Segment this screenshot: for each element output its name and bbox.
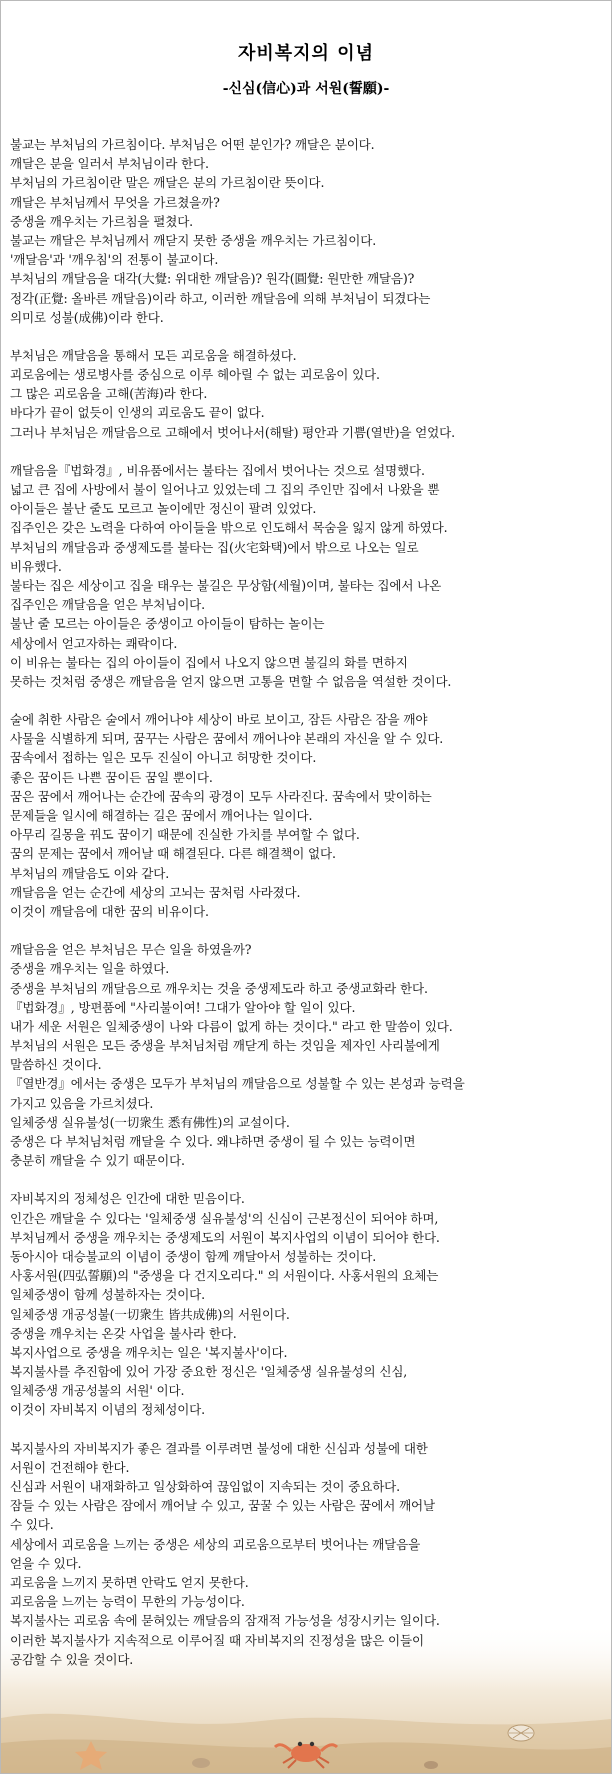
text-line: 부처님은 깨달음을 통해서 모든 괴로움을 해결하셨다. <box>10 347 297 363</box>
text-line: 그러나 부처님은 깨달음으로 고해에서 벗어나서(해탈) 평안과 기쁨(열반)을 얻었다. <box>10 424 455 440</box>
text-line: 중생을 깨우치는 온갖 사업을 불사라 한다. <box>10 1325 237 1341</box>
text-line: 이러한 복지불사가 지속적으로 이루어질 때 자비복지의 진정성을 많은 이들이 <box>10 1632 424 1648</box>
text-line: 신심과 서원이 내재화하고 일상화하여 끊임없이 지속되는 것이 중요하다. <box>10 1479 400 1494</box>
text-line: 서원이 건전해야 한다. <box>10 1459 130 1475</box>
text-line: 사물을 식별하게 되며, 꿈꾸는 사람은 꿈에서 깨어나야 본래의 자신을 알 수 있다. <box>10 731 444 747</box>
text-line: 복지불사의 자비복지가 좋은 결과를 이루려면 불성에 대한 신심과 성불에 대한 <box>10 1440 428 1456</box>
text-line: 꿈은 꿈에서 깨어나는 순간에 꿈속의 광경이 모두 사라진다. 꿈속에서 맞이하는 <box>10 788 432 804</box>
text-line: 깨달음을『법화경』, 비유품에서는 불타는 집에서 벗어나는 것으로 설명했다. <box>10 462 425 478</box>
text-line: 괴로움을 느끼지 못하면 안락도 얻지 못한다. <box>10 1574 249 1590</box>
text-line: 공감할 수 있을 것이다. <box>10 1651 134 1667</box>
text-line: 인간은 깨달을 수 있다는 '일체중생 실유불성'의 신심이 근본정신이 되어야 하며, <box>10 1210 439 1226</box>
shell-icon <box>508 1725 534 1741</box>
text-line: 깨달음을 얻은 부처님은 무슨 일을 하였을까? <box>10 942 252 958</box>
document-title: 자비복지의 이념 <box>238 43 374 64</box>
text-line: 일체중생이 함께 성불하자는 것이다. <box>10 1287 206 1303</box>
text-line: 아이들은 불난 줄도 모르고 놀이에만 정신이 팔려 있었다. <box>10 501 317 517</box>
text-line: 부처님의 깨달음과 중생제도를 불타는 집(火宅화택)에서 밖으로 나오는 일로 <box>10 539 419 555</box>
text-line: 불교는 깨달은 부처님께서 깨닫지 못한 중생을 깨우치는 가르침이다. <box>10 232 377 248</box>
text-line: 부처님의 깨달음도 이와 같다. <box>10 865 170 881</box>
text-line: 괴로움을 느끼는 능력이 무한의 가능성이다. <box>10 1594 245 1610</box>
text-line: 동아시아 대승불교의 이념이 중생이 함께 깨달아서 성불하는 것이다. <box>10 1248 377 1264</box>
text-line: 이것이 깨달음에 대한 꿈의 비유이다. <box>10 903 209 919</box>
text-line: 복지사업으로 중생을 깨우치는 일은 '복지불사'이다. <box>10 1344 288 1360</box>
paragraph <box>10 1189 610 1419</box>
text-line: 세상에서 괴로움을 느끼는 중생은 세상의 괴로움으로부터 벗어나는 깨달음을 <box>10 1536 421 1552</box>
text-line: 부처님의 깨달음을 대각(大覺: 위대한 깨달음)? 원각(圓覺: 원만한 깨달음)? <box>10 271 415 287</box>
text-line: 수 있다. <box>10 1517 54 1533</box>
text-line: 복지불사를 추진함에 있어 가장 중요한 정신은 '일체중생 실유불성의 신심, <box>10 1364 408 1380</box>
text-line: 세상에서 얻고자하는 쾌락이다. <box>10 635 178 651</box>
text-line: 일체중생 개공성불(一切衆生 皆共成佛)의 서원이다. <box>10 1306 290 1322</box>
text-line: 깨달은 분을 일러서 부처님이라 한다. <box>10 156 209 172</box>
text-line: 일체중생 개공성불의 서원' 이다. <box>10 1383 185 1399</box>
paragraph <box>10 135 610 327</box>
text-line: '깨달음'과 '깨우침'의 전통이 불교이다. <box>10 252 219 268</box>
text-line: 못하는 것처럼 중생은 깨달음을 얻지 않으면 고통을 면할 수 없음을 역설한 것이다. <box>10 673 452 689</box>
paragraph <box>10 461 610 691</box>
text-line: 의미로 성불(成佛)이라 한다. <box>10 309 164 325</box>
text-line: 정각(正覺: 올바른 깨달음)이라 하고, 이러한 깨달음에 의해 부처님이 되겼다는 <box>10 290 431 306</box>
text-line: 그 많은 괴로움을 고해(苦海)라 한다. <box>10 386 208 402</box>
text-line: 자비복지의 정체성은 인간에 대한 믿음이다. <box>10 1191 245 1207</box>
text-line: 일체중생 실유불성(一切衆生 悉有佛性)의 교설이다. <box>10 1114 290 1130</box>
paragraph <box>10 940 610 1170</box>
text-line: 복지불사는 괴로움 속에 묻혀있는 깨달음의 잠재적 가능성을 성장시키는 일이다. <box>10 1613 440 1629</box>
text-line: 부처님의 가르침이란 말은 깨달은 분의 가르침이란 뜻이다. <box>10 175 325 191</box>
text-line: 불난 줄 모르는 아이들은 중생이고 아이들이 탐하는 놀이는 <box>10 616 325 632</box>
text-line: 깨달음을 얻는 순간에 세상의 고뇌는 꿈처럼 사라졌다. <box>10 884 301 900</box>
text-line: 넓고 큰 집에 사방에서 불이 일어나고 있었는데 그 집의 주인만 집에서 나왔을 뿐 <box>10 482 440 497</box>
text-line: 충분히 깨달을 수 있기 때문이다. <box>10 1153 185 1169</box>
text-line: 중생은 다 부처님처럼 깨달을 수 있다. 왜냐하면 중생이 될 수 있는 능력이면 <box>10 1134 416 1149</box>
text-line: 아무리 길몽을 꿔도 꿈이기 때문에 진실한 가치를 부여할 수 없다. <box>10 827 360 843</box>
paragraph <box>10 1439 610 1669</box>
text-line: 가지고 있음을 가르치셨다. <box>10 1095 154 1111</box>
text-line: 불타는 집은 세상이고 집을 태우는 불길은 무상함(세월)이며, 불타는 집에서 나온 <box>10 577 442 593</box>
text-line: 얻을 수 있다. <box>10 1555 82 1571</box>
text-line: 부처님의 서원은 모든 중생을 부처님처럼 깨닫게 하는 것임을 제자인 사리불에게 <box>10 1038 440 1054</box>
text-line: 이 비유는 불타는 집의 아이들이 집에서 나오지 않으면 불길의 화를 면하지 <box>10 654 408 670</box>
text-line: 부처님께서 중생을 깨우치는 중생제도의 서원이 복지사업의 이념이 되어야 한다. <box>10 1229 440 1245</box>
text-line: 『열반경』에서는 중생은 모두가 부처님의 깨달음으로 성불할 수 있는 본성과 능력을 <box>10 1076 465 1092</box>
text-line: 『법화경』, 방편품에 "사리불이여! 그대가 알아야 할 일이 있다. <box>10 999 356 1015</box>
text-line: 술에 취한 사람은 술에서 깨어나야 세상이 바로 보이고, 잠든 사람은 잠을 깨야 <box>10 712 428 728</box>
text-line: 집주인은 갖은 노력을 다하여 아이들을 밖으로 인도해서 목숨을 잃지 않게 하였다. <box>10 520 448 536</box>
text-line: 좋은 꿈이든 나쁜 꿈이든 꿈일 뿐이다. <box>10 769 213 785</box>
document-header <box>1 39 611 98</box>
text-line: 불교는 부처님의 가르침이다. 부처님은 어떤 분인가? 깨달은 분이다. <box>10 137 375 152</box>
text-line: 집주인은 깨달음을 얻은 부처님이다. <box>10 597 206 613</box>
text-line: 내가 세운 서원은 일체중생이 나와 다름이 없게 하는 것이다." 라고 한 말씀이 있다. <box>10 1018 453 1034</box>
text-line: 말씀하신 것이다. <box>10 1057 102 1073</box>
document-body <box>10 135 610 1688</box>
paragraph <box>10 346 610 442</box>
document-subtitle: -신심(信心)과 서원(誓願)- <box>222 81 390 97</box>
text-line: 문제들을 일시에 해결하는 길은 꿈에서 깨어나는 일이다. <box>10 808 313 823</box>
text-line: 괴로움에는 생로병사를 중심으로 이루 헤아릴 수 없는 괴로움이 있다. <box>10 367 380 383</box>
text-line: 잠들 수 있는 사람은 잠에서 깨어날 수 있고, 꿈꿀 수 있는 사람은 꿈에서 깨어날 <box>10 1498 436 1514</box>
text-line: 비유했다. <box>10 558 62 574</box>
text-line: 꿈속에서 접하는 일은 모두 진실이 아니고 허망한 것이다. <box>10 750 317 766</box>
text-line: 중생을 부처님의 깨달음으로 깨우치는 것을 중생제도라 하고 중생교화라 한다. <box>10 980 428 996</box>
text-line: 꿈의 문제는 꿈에서 깨어날 때 해결된다. 다른 해결책이 없다. <box>10 846 336 862</box>
text-line: 중생을 깨우치는 가르침을 펼쳤다. <box>10 213 194 229</box>
text-line: 중생을 깨우치는 일을 하였다. <box>10 961 170 977</box>
text-line: 사홍서원(四弘誓願)의 "중생을 다 건지오리다." 의 서원이다. 사홍서원의 요체는 <box>10 1268 439 1284</box>
paragraph <box>10 710 610 921</box>
text-line: 바다가 끝이 없듯이 인생의 괴로움도 끝이 없다. <box>10 405 265 421</box>
text-line: 이것이 자비복지 이념의 정체성이다. <box>10 1402 206 1418</box>
text-line: 깨달은 부처님께서 무엇을 가르쳤을까? <box>10 194 220 210</box>
